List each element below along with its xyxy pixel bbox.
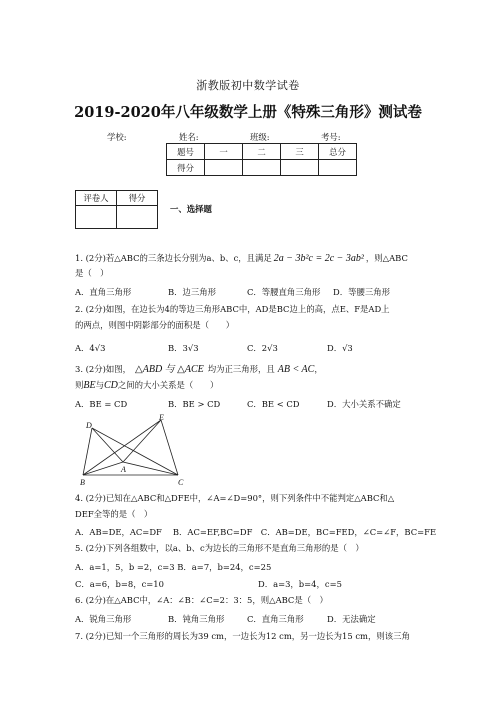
- grader-box: [75, 190, 158, 229]
- q2-line1: 2. (2分)如图，在边长为4的等边三角形ABC中，AD是BC边上的高，点E、F是AD上: [75, 304, 390, 314]
- q3-option-d: D．大小关系不确定: [327, 399, 401, 409]
- figure-segment: [92, 428, 123, 462]
- q3-text: ，: [314, 364, 323, 374]
- score-cell: 总分: [319, 144, 357, 160]
- q3-math: CD: [103, 380, 118, 391]
- q3-line2: [75, 379, 218, 392]
- label-d: D: [86, 421, 92, 430]
- score-cell: 二: [243, 144, 281, 160]
- score-cell: 得分: [167, 160, 205, 176]
- q2-option-c: C．2√3: [247, 343, 278, 353]
- q3-line1: [75, 363, 323, 376]
- score-cell: 题号: [167, 144, 205, 160]
- grader-score-label: 得分: [117, 191, 158, 206]
- q1-option-b: B．边三角形: [168, 287, 217, 297]
- score-cell: [281, 160, 319, 176]
- q3-text: 与: [95, 380, 104, 390]
- q3-math: AB < AC: [277, 364, 315, 375]
- score-table-score-row: [167, 160, 357, 176]
- figure-segment: [123, 462, 178, 475]
- q3-text: 均为正三角形，且: [207, 364, 275, 374]
- score-table: [166, 143, 357, 176]
- exam-subtitle: 浙教版初中数学试卷: [196, 79, 300, 92]
- q1-suffix: ，则△ABC: [365, 253, 408, 263]
- q4-options: A．AB=DE，AC=DF B．AC=EF,BC=DF C．AB=DE，BC=FED，∠C=∠F，BC=FE: [75, 527, 437, 537]
- q3-option-a: A．BE = CD: [75, 399, 128, 409]
- q3-option-c: C．BE < CD: [247, 399, 300, 409]
- q1-option-c: C．等腰直角三角形: [247, 287, 321, 297]
- q1-option-a: A．直角三角形: [75, 287, 132, 297]
- question-1: [75, 252, 408, 265]
- label-a: A: [121, 465, 126, 474]
- score-cell: [319, 160, 357, 176]
- q5-line1: 5. (2分)下列各组数中，以a、b、c为边长的三角形不是直角三角形的是（ ）: [75, 543, 364, 553]
- q6-line1: 6. (2分)在△ABC中，∠A：∠B：∠C=2：3：5，则△ABC是（ ）: [75, 595, 328, 605]
- q2-option-d: D．√3: [327, 343, 353, 353]
- q4-line1: 4. (2分)已知在△ABC和△DFE中，∠A=∠D=90°，则下列条件中不能判定△ABC和△: [75, 493, 395, 503]
- grader-blank: [117, 206, 158, 229]
- grader-blank: [76, 206, 117, 229]
- name-label: 姓名:: [179, 132, 199, 142]
- q4-line2: DEF全等的是（ ）: [75, 509, 153, 519]
- class-label: 班级:: [250, 132, 270, 142]
- score-cell: 一: [205, 144, 243, 160]
- figure-segment: [83, 428, 92, 475]
- q3-option-b: B．BE > CD: [168, 399, 221, 409]
- q3-text: 则: [75, 380, 84, 390]
- q3-text: 之间的大小关系是（ ）: [117, 380, 219, 390]
- section-heading: 一、选择题: [170, 204, 212, 214]
- q1-line2: 是（ ）: [75, 268, 109, 278]
- q6-option-d: D．无法确定: [327, 614, 376, 624]
- exam-title: 2019-2020年八年级数学上册《特殊三角形》测试卷: [74, 104, 422, 121]
- q3-math: BE: [83, 380, 96, 391]
- score-cell: [243, 160, 281, 176]
- q5-options-row1: A．a=1，5，b =2，c=3 B．a=7，b=24，c=25: [75, 562, 272, 572]
- q3-text: 3. (2分)如图，: [75, 364, 132, 374]
- q6-option-c: C．直角三角形: [247, 614, 304, 624]
- q5-option-c: C．a=6，b=8，c=10: [75, 579, 164, 589]
- q3-math: △ABD 与 △ACE: [135, 364, 204, 375]
- score-cell: [205, 160, 243, 176]
- score-table-header-row: [167, 144, 357, 160]
- label-c: C: [178, 478, 184, 487]
- q1-prefix: 1. (2分)若△ABC的三条边长分别为a、b、c，且满足: [75, 253, 272, 263]
- figure-segment: [83, 462, 123, 475]
- q1-formula: 2a − 3b²c = 2c − 3ab²: [273, 253, 364, 264]
- label-e: E: [159, 413, 164, 422]
- q2-option-a: A．4√3: [75, 343, 106, 353]
- q2-line2: 的两点，则图中阴影部分的面积是（ ）: [75, 320, 235, 330]
- q2-option-b: B．3√3: [168, 343, 199, 353]
- q6-option-a: A．锐角三角形: [75, 614, 132, 624]
- q1-option-d: D．等腰三角形: [333, 287, 390, 297]
- grader-label: 评卷人: [76, 191, 117, 206]
- school-label: 学校:: [107, 132, 127, 142]
- q6-option-b: B．钝角三角形: [168, 614, 225, 624]
- score-cell: 三: [281, 144, 319, 160]
- triangle-figure: [80, 412, 200, 488]
- number-label: 考号:: [321, 132, 341, 142]
- q7-line1: 7. (2分)已知一个三角形的周长为39 cm，一边长为12 cm，另一边长为15 cm，则该三角: [75, 631, 410, 641]
- label-b: B: [80, 478, 85, 487]
- q5-option-d: D．a=3，b=4，c=5: [258, 579, 342, 589]
